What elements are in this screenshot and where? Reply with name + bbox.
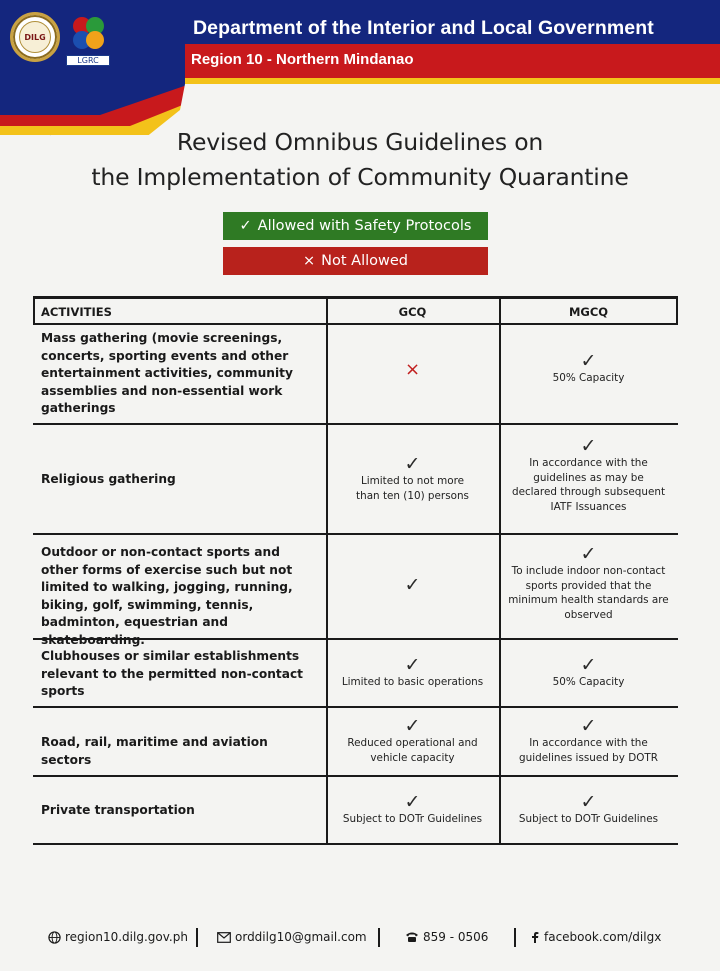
mgcq-status-transport-sectors — [511, 716, 666, 765]
envelope-icon — [217, 932, 231, 943]
seal-text: DILG — [24, 32, 46, 42]
activity-private-transportation: Private transportation — [41, 803, 195, 817]
gcq-status-private-transportation — [326, 792, 499, 827]
logos — [10, 12, 110, 66]
guidelines-table — [33, 296, 678, 846]
gcq-note: Reduced operational and vehicle capacity — [347, 737, 478, 764]
check-icon: ✓ — [580, 350, 597, 372]
footer-phone[interactable] — [405, 930, 488, 944]
facebook-icon — [530, 931, 540, 943]
check-icon: ✓ — [404, 453, 421, 475]
legend-not-allowed-label: Not Allowed — [321, 253, 408, 269]
gcq-status-mass-gathering — [326, 360, 499, 380]
gcq-status-clubhouses — [326, 655, 499, 690]
mgcq-status-mass-gathering — [499, 351, 678, 386]
footer-website[interactable] — [48, 930, 188, 944]
mgcq-status-outdoor-sports — [505, 544, 672, 622]
email-text: orddilg10@gmail.com — [235, 930, 367, 944]
mgcq-note: To include indoor non-contact sports provided that the minimum health standards are observed — [508, 565, 669, 621]
lgrc-flower-icon — [66, 12, 110, 56]
gcq-note: Limited to basic operations — [341, 676, 484, 688]
column-header-gcq: GCQ — [398, 305, 427, 319]
cross-icon: × — [404, 359, 421, 380]
legend-allowed-label: Allowed with Safety Protocols — [257, 218, 472, 234]
mgcq-status-clubhouses — [499, 655, 678, 690]
gcq-status-religious-gathering — [351, 454, 474, 503]
globe-icon — [48, 931, 61, 944]
region-name: Region 10 - Northern Mindanao — [191, 51, 414, 68]
mgcq-note: Subject to DOTr Guidelines — [518, 813, 659, 825]
check-icon: ✓ — [580, 715, 597, 737]
phone-text: 859 - 0506 — [423, 930, 489, 944]
mgcq-note: 50% Capacity — [552, 372, 625, 384]
facebook-text: facebook.com/dilgx — [544, 930, 662, 944]
activity-outdoor-sports: Outdoor or non-contact sports and other forms of exercise such but not limited to walking, jogging, running, biking, golf, swimming, tennis, badminton, equestrian and skateboarding. — [41, 545, 293, 647]
column-header-activities: ACTIVITIES — [41, 305, 112, 319]
telephone-icon — [405, 931, 419, 943]
check-icon: ✓ — [239, 218, 252, 234]
website-text: region10.dilg.gov.ph — [65, 930, 188, 944]
check-icon: ✓ — [580, 654, 597, 676]
mgcq-note: In accordance with the guidelines as may be declared through subsequent IATF Issuances — [511, 457, 666, 513]
footer-contacts — [0, 928, 720, 948]
footer-facebook[interactable] — [530, 930, 661, 944]
check-icon: ✓ — [404, 715, 421, 737]
lgrc-logo-text: LGRC — [66, 55, 110, 66]
check-icon: ✓ — [404, 654, 421, 676]
check-icon: ✓ — [404, 574, 421, 596]
cross-icon: × — [302, 253, 316, 269]
document-title-line-1: Revised Omnibus Guidelines on — [176, 128, 544, 156]
check-icon: ✓ — [404, 791, 421, 813]
check-icon: ✓ — [580, 435, 597, 457]
legend-not-allowed — [223, 247, 488, 275]
column-header-mgcq: MGCQ — [568, 305, 609, 319]
gcq-note: Limited to not more than ten (10) persons — [356, 475, 469, 502]
gcq-status-transport-sectors — [341, 716, 484, 765]
mgcq-status-religious-gathering — [511, 436, 666, 514]
check-icon: ✓ — [580, 791, 597, 813]
activity-transport-sectors: Road, rail, maritime and aviation sectors — [41, 735, 268, 767]
lgrc-logo — [66, 12, 110, 66]
mgcq-note: In accordance with the guidelines issued by DOTR — [519, 737, 658, 764]
activity-clubhouses: Clubhouses or similar establishments relevant to the permitted non-contact sports — [41, 649, 304, 698]
activity-mass-gathering: Mass gathering (movie screenings, concerts, sporting events and other entertainment activities, community assemblies and non-essential work gatherings — [41, 331, 293, 415]
check-icon: ✓ — [580, 543, 597, 565]
department-name: Department of the Interior and Local Government — [193, 17, 654, 39]
footer-email[interactable] — [217, 930, 367, 944]
activity-religious-gathering: Religious gathering — [41, 472, 176, 486]
mgcq-status-private-transportation — [499, 792, 678, 827]
legend-allowed — [223, 212, 488, 240]
dilg-seal-logo — [10, 12, 60, 62]
gcq-status-outdoor-sports — [326, 575, 499, 595]
mgcq-note: 50% Capacity — [552, 676, 625, 688]
gcq-note: Subject to DOTr Guidelines — [342, 813, 483, 825]
document-title-line-2: the Implementation of Community Quarantine — [91, 163, 629, 191]
